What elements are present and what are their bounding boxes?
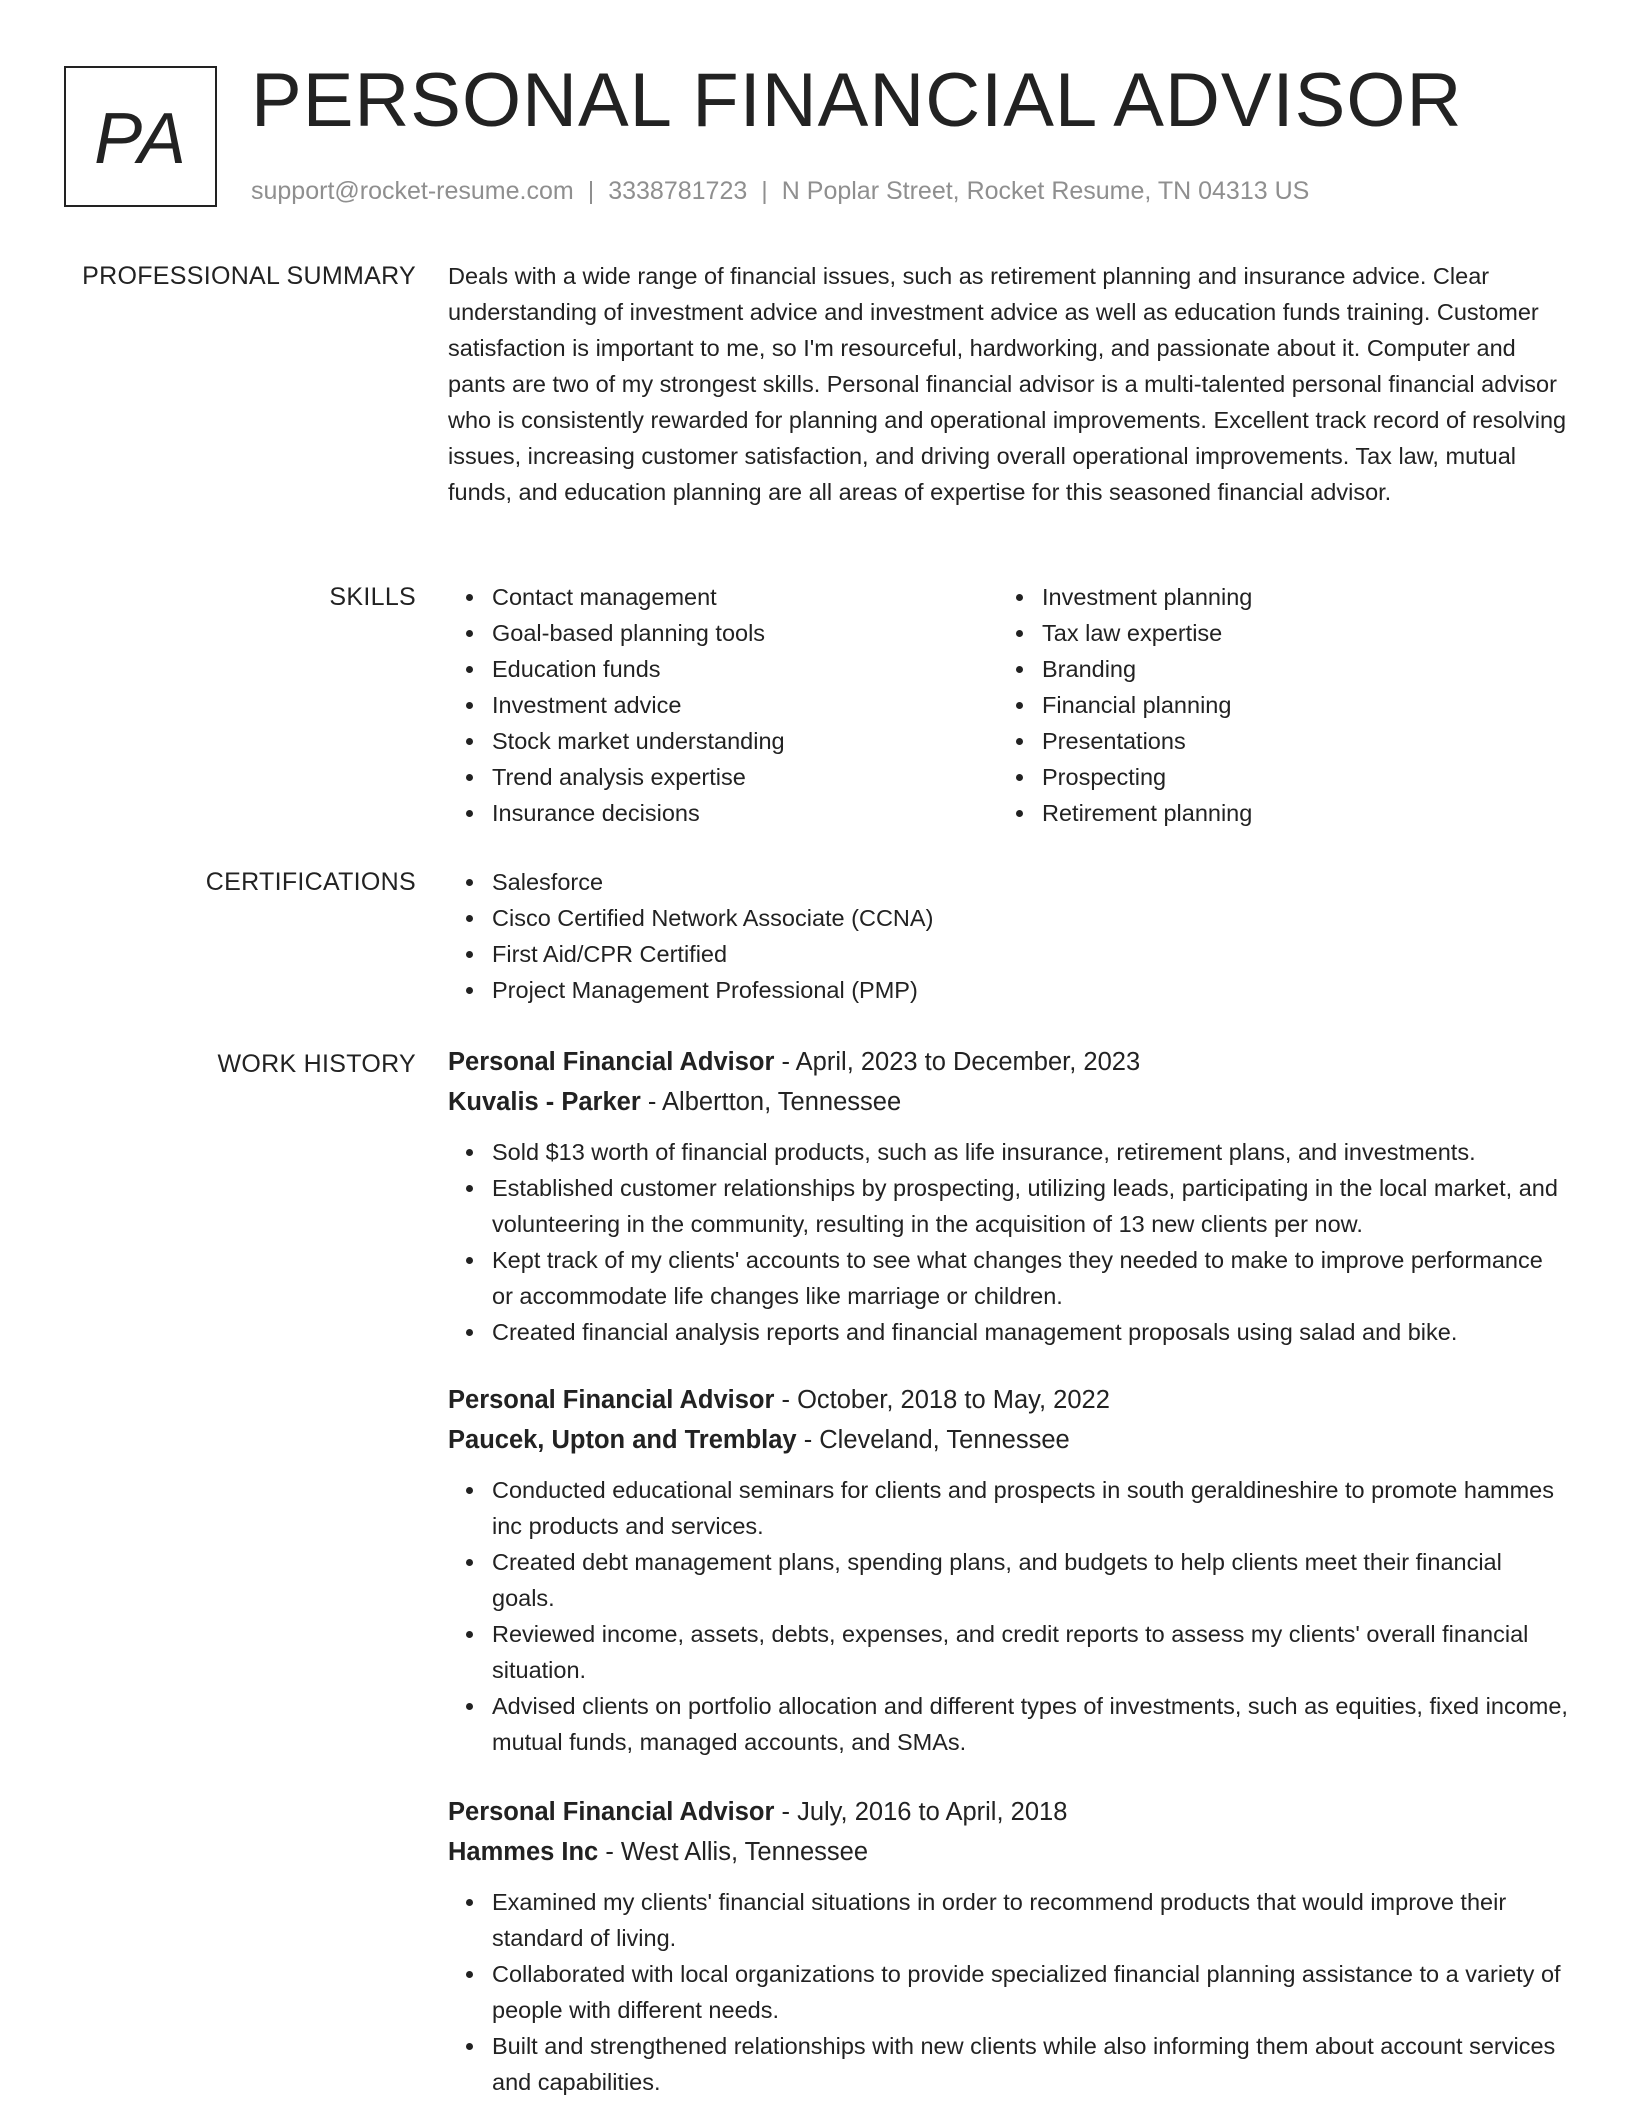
skill-item: Stock market understanding bbox=[492, 723, 998, 759]
job-entry bbox=[448, 1792, 1568, 2100]
skill-item: Investment planning bbox=[1042, 579, 1548, 615]
job-company-line bbox=[448, 1420, 1568, 1460]
contact-address: N Poplar Street, Rocket Resume, TN 04313 US bbox=[781, 177, 1310, 205]
contact-email: support@rocket-resume.com bbox=[251, 177, 574, 205]
job-entry bbox=[448, 1380, 1568, 1760]
skill-item: Trend analysis expertise bbox=[492, 759, 998, 795]
certification-item: First Aid/CPR Certified bbox=[492, 936, 1568, 972]
job-bullet: Kept track of my clients' accounts to see what changes they needed to make to improve performance or accommodate life changes like marriage or children. bbox=[492, 1242, 1568, 1314]
job-company-line bbox=[448, 1832, 1568, 1872]
job-company-line bbox=[448, 1082, 1568, 1122]
certification-item: Cisco Certified Network Associate (CCNA) bbox=[492, 900, 1568, 936]
skills-list-right bbox=[998, 579, 1548, 831]
contact-line bbox=[251, 174, 1309, 208]
skill-item: Presentations bbox=[1042, 723, 1548, 759]
job-bullet: Established customer relationships by prospecting, utilizing leads, participating in the local market, and volunteering in the community, resulting in the acquisition of 13 new clients per now. bbox=[492, 1170, 1568, 1242]
job-bullet: Created financial analysis reports and financial management proposals using salad and bike. bbox=[492, 1314, 1568, 1350]
job-location: - Cleveland, Tennessee bbox=[796, 1426, 1070, 1454]
skill-item: Branding bbox=[1042, 651, 1548, 687]
skill-item: Goal-based planning tools bbox=[492, 615, 998, 651]
job-bullet: Collaborated with local organizations to provide specialized financial planning assistance to a variety of people with different needs. bbox=[492, 1956, 1568, 2028]
job-bullet: Reviewed income, assets, debts, expenses, and credit reports to assess my clients' overall financial situation. bbox=[492, 1616, 1568, 1688]
summary-body bbox=[448, 258, 1568, 510]
job-bullet: Advised clients on portfolio allocation and different types of investments, such as equities, fixed income, mutual funds, managed accounts, and SMAs. bbox=[492, 1688, 1568, 1760]
job-bullet: Conducted educational seminars for clients and prospects in south geraldineshire to promote hammes inc products and services. bbox=[492, 1472, 1568, 1544]
skill-item: Contact management bbox=[492, 579, 998, 615]
contact-separator: | bbox=[587, 177, 595, 205]
job-title-line bbox=[448, 1042, 1568, 1082]
job-title: Personal Financial Advisor bbox=[448, 1798, 775, 1826]
job-bullet: Created debt management plans, spending plans, and budgets to help clients meet their financial goals. bbox=[492, 1544, 1568, 1616]
job-title: Personal Financial Advisor bbox=[448, 1386, 775, 1414]
skill-item: Tax law expertise bbox=[1042, 615, 1548, 651]
job-dates: - October, 2018 to May, 2022 bbox=[774, 1386, 1110, 1414]
job-bullet: Built and strengthened relationships with new clients while also informing them about account services and capabilities. bbox=[492, 2028, 1568, 2100]
job-location: - West Allis, Tennessee bbox=[598, 1838, 869, 1866]
job-entry bbox=[448, 1042, 1568, 1350]
skills-column-left bbox=[448, 579, 998, 831]
job-bullet: Examined my clients' financial situations in order to recommend products that would improve their standard of living. bbox=[492, 1884, 1568, 1956]
monogram-box bbox=[64, 66, 217, 207]
monogram-initials: PA bbox=[94, 98, 187, 179]
job-title-line bbox=[448, 1380, 1568, 1420]
job-title-line bbox=[448, 1792, 1568, 1832]
job-bullets bbox=[448, 1134, 1568, 1350]
job-dates: - April, 2023 to December, 2023 bbox=[774, 1048, 1141, 1076]
section-heading-summary: PROFESSIONAL SUMMARY bbox=[82, 262, 416, 290]
certifications-list bbox=[448, 864, 1568, 1008]
skills-body bbox=[448, 579, 1568, 831]
skill-item: Retirement planning bbox=[1042, 795, 1548, 831]
section-heading-work-history: WORK HISTORY bbox=[217, 1050, 416, 1078]
certification-item: Salesforce bbox=[492, 864, 1568, 900]
job-company: Hammes Inc bbox=[448, 1838, 599, 1866]
skill-item: Education funds bbox=[492, 651, 998, 687]
section-heading-skills: SKILLS bbox=[329, 583, 416, 611]
job-company: Paucek, Upton and Tremblay bbox=[448, 1426, 797, 1454]
job-title: Personal Financial Advisor bbox=[448, 1048, 775, 1076]
job-dates: - July, 2016 to April, 2018 bbox=[774, 1798, 1068, 1826]
job-bullets bbox=[448, 1884, 1568, 2100]
skill-item: Prospecting bbox=[1042, 759, 1548, 795]
resume-name: PERSONAL FINANCIAL ADVISOR bbox=[251, 58, 1463, 143]
skills-list-left bbox=[448, 579, 998, 831]
section-heading-certifications: CERTIFICATIONS bbox=[205, 868, 416, 896]
contact-separator: | bbox=[761, 177, 768, 205]
skill-item: Insurance decisions bbox=[492, 795, 998, 831]
contact-phone: 3338781723 bbox=[608, 177, 748, 205]
job-bullets bbox=[448, 1472, 1568, 1760]
skill-item: Investment advice bbox=[492, 687, 998, 723]
skills-columns bbox=[448, 579, 1568, 831]
job-company: Kuvalis - Parker bbox=[448, 1088, 641, 1116]
job-location: - Albertton, Tennessee bbox=[640, 1088, 902, 1116]
skill-item: Financial planning bbox=[1042, 687, 1548, 723]
certification-item: Project Management Professional (PMP) bbox=[492, 972, 1568, 1008]
skills-column-right bbox=[998, 579, 1548, 831]
summary-text: Deals with a wide range of financial issues, such as retirement planning and insurance advice. Clear understanding of investment advice and investment advice as well as education funds training. Customer satisfaction is important to me, so I'm resourceful, hardworking, and passionate about it. Computer and pants are two of my strongest skills. Personal financial advisor is a multi-talented personal financial advisor who is consistently rewarded for planning and operational improvements. Excellent track record of resolving issues, increasing customer satisfaction, and driving overall operational improvements. Tax law, mutual funds, and education planning are all areas of expertise for this seasoned financial advisor. bbox=[448, 263, 1567, 505]
job-bullet: Sold $13 worth of financial products, such as life insurance, retirement plans, and investments. bbox=[492, 1134, 1568, 1170]
certifications-body bbox=[448, 864, 1568, 1008]
